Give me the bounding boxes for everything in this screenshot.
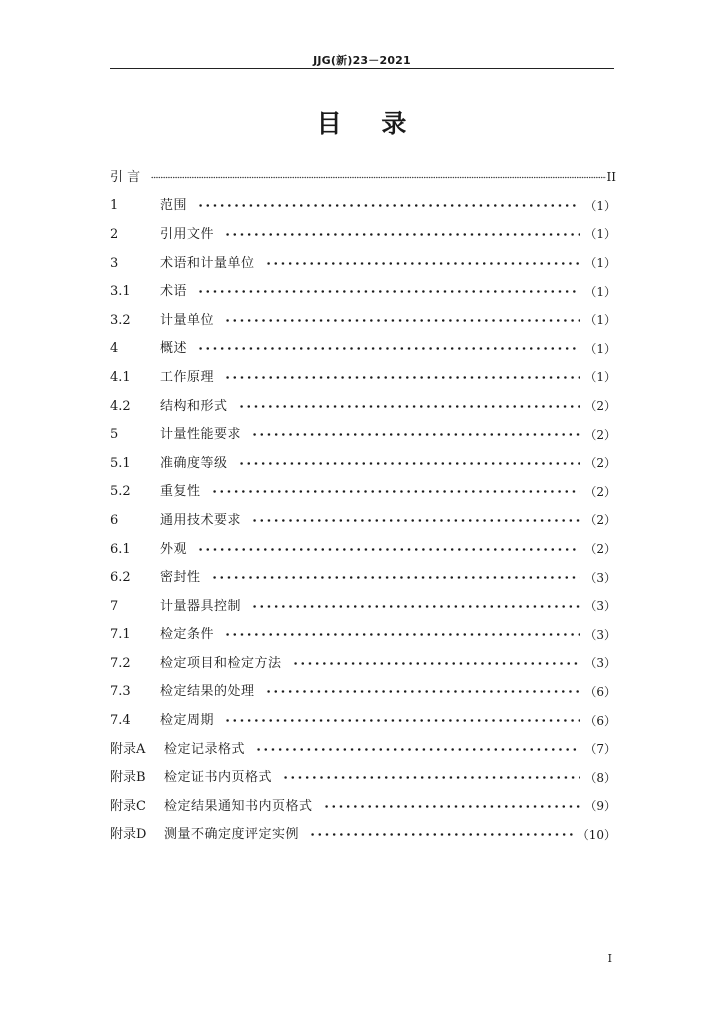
page-number: I	[607, 952, 612, 965]
toc-entry-label: 结构和形式	[160, 398, 228, 414]
toc-entry-page: （8）	[584, 770, 616, 785]
toc-entry-number: 附录D	[110, 827, 147, 843]
toc-entry-label: 术语	[160, 284, 188, 300]
toc-entry[interactable]	[110, 220, 616, 249]
toc-entry-page: （1）	[584, 370, 616, 385]
toc-entry-page: （2）	[584, 427, 616, 442]
toc-entry[interactable]	[110, 535, 616, 564]
toc-entry-number: 7.2	[110, 655, 131, 671]
page-title: 目 录	[316, 109, 408, 138]
toc-entry[interactable]	[110, 478, 616, 507]
toc-entry-label: 检定记录格式	[164, 741, 246, 757]
toc-entry-number: 5	[110, 427, 119, 443]
toc-entry-label: 计量性能要求	[160, 427, 242, 443]
toc-entry-number: 4.2	[110, 398, 131, 414]
toc-leader	[211, 571, 581, 584]
toc-entry-number: 7.4	[110, 713, 131, 729]
toc-entry-label: 检定结果通知书内页格式	[164, 798, 313, 814]
toc-entry-page: （1）	[584, 227, 616, 242]
toc-leader	[224, 228, 580, 241]
toc-entry-number: 3.2	[110, 312, 131, 328]
toc-leader	[211, 485, 581, 498]
toc-entry[interactable]	[110, 763, 616, 792]
toc-entry-page: （10）	[576, 827, 616, 842]
toc-leader	[251, 514, 580, 527]
toc-entry-number: 引 言	[110, 169, 141, 185]
toc-leader	[265, 257, 581, 270]
toc-entry[interactable]	[110, 163, 616, 192]
toc-leader	[224, 371, 580, 384]
toc-leader	[224, 314, 580, 327]
toc-entry-label: 工作原理	[160, 369, 215, 385]
toc-entry-number: 5.1	[110, 455, 131, 471]
toc-entry-number: 7.1	[110, 627, 131, 643]
toc-entry[interactable]	[110, 420, 616, 449]
toc-entry-label: 检定结果的处理	[160, 684, 255, 700]
toc-entry-page: （9）	[584, 799, 616, 814]
toc-entry-label: 检定证书内页格式	[164, 770, 273, 786]
toc-entry[interactable]	[110, 306, 616, 335]
toc-entry[interactable]	[110, 678, 616, 707]
toc-entry-page: II	[606, 170, 616, 185]
toc-entry-number: 7.3	[110, 684, 131, 700]
toc-entry-page: （1）	[584, 198, 616, 213]
toc-entry-page: （1）	[584, 284, 616, 299]
toc-leader	[282, 771, 580, 784]
toc-leader	[197, 342, 580, 355]
toc-entry[interactable]	[110, 249, 616, 278]
toc-entry[interactable]	[110, 563, 616, 592]
toc-leader	[238, 400, 581, 413]
toc-entry-page: （3）	[584, 599, 616, 614]
toc-entry[interactable]	[110, 735, 616, 764]
toc-leader	[238, 457, 581, 470]
toc-leader	[309, 828, 573, 841]
toc-entry-label: 范围	[160, 198, 188, 214]
toc-entry[interactable]	[110, 363, 616, 392]
toc-entry-number: 6.2	[110, 570, 131, 586]
toc-entry[interactable]	[110, 192, 616, 221]
toc-entry-label: 术语和计量单位	[160, 255, 255, 271]
toc-entry-page: （2）	[584, 513, 616, 528]
toc-entry-number: 附录B	[110, 770, 146, 786]
toc-leader	[251, 428, 580, 441]
toc-entry-page: （3）	[584, 570, 616, 585]
toc-leader	[197, 199, 580, 212]
toc-entry-number: 6	[110, 512, 119, 528]
toc-entry-page: （6）	[584, 684, 616, 699]
toc-entry-page: （3）	[584, 627, 616, 642]
toc-entry-label: 通用技术要求	[160, 512, 242, 528]
toc-leader	[265, 685, 581, 698]
toc-entry-page: （2）	[584, 484, 616, 499]
toc-entry[interactable]	[110, 621, 616, 650]
toc-leader	[255, 743, 580, 756]
toc-entry[interactable]	[110, 335, 616, 364]
toc-entry-number: 附录A	[110, 741, 146, 757]
toc-entry-page: （6）	[584, 713, 616, 728]
toc-entry-number: 4.1	[110, 369, 131, 385]
toc-entry-label: 计量器具控制	[160, 598, 242, 614]
toc-entry[interactable]	[110, 506, 616, 535]
toc-entry-label: 引用文件	[160, 226, 215, 242]
table-of-contents	[110, 163, 616, 849]
toc-entry-number: 2	[110, 226, 119, 242]
toc-entry-page: （2）	[584, 456, 616, 471]
toc-entry-label: 检定项目和检定方法	[160, 655, 282, 671]
toc-entry-number: 附录C	[110, 798, 146, 814]
toc-entry-number: 4	[110, 341, 119, 357]
toc-entry-label: 检定条件	[160, 627, 215, 643]
toc-leader	[197, 543, 580, 556]
toc-entry-label: 重复性	[160, 484, 201, 500]
toc-entry-label: 测量不确定度评定实例	[164, 827, 300, 843]
toc-entry[interactable]	[110, 706, 616, 735]
header-divider	[110, 68, 614, 69]
toc-entry[interactable]	[110, 792, 616, 821]
toc-entry-label: 计量单位	[160, 312, 215, 328]
document-code-header: JJG(新)23－2021	[313, 54, 411, 67]
toc-entry-label: 密封性	[160, 570, 201, 586]
toc-leader	[323, 800, 581, 813]
toc-entry-page: （1）	[584, 256, 616, 271]
toc-entry-page: （1）	[584, 341, 616, 356]
toc-entry[interactable]	[110, 592, 616, 621]
toc-entry-number: 3	[110, 255, 119, 271]
toc-entry-label: 检定周期	[160, 713, 215, 729]
toc-entry-page: （3）	[584, 656, 616, 671]
toc-leader	[224, 628, 580, 641]
toc-entry[interactable]	[110, 821, 616, 850]
toc-entry-page: （1）	[584, 313, 616, 328]
toc-leader	[197, 285, 580, 298]
toc-entry-page: （2）	[584, 542, 616, 557]
toc-entry-number: 3.1	[110, 284, 131, 300]
toc-entry-page: （2）	[584, 399, 616, 414]
toc-entry-label: 外观	[160, 541, 188, 557]
toc-leader	[224, 714, 580, 727]
toc-entry-number: 6.1	[110, 541, 131, 557]
toc-leader	[151, 171, 606, 184]
toc-entry[interactable]	[110, 277, 616, 306]
toc-entry[interactable]	[110, 649, 616, 678]
toc-entry[interactable]	[110, 392, 616, 421]
toc-leader	[292, 657, 581, 670]
toc-entry-label: 概述	[160, 341, 188, 357]
toc-entry-page: （7）	[584, 742, 616, 757]
toc-entry-number: 5.2	[110, 484, 131, 500]
toc-leader	[251, 600, 580, 613]
toc-entry-label: 准确度等级	[160, 455, 228, 471]
toc-entry[interactable]	[110, 449, 616, 478]
toc-entry-number: 7	[110, 598, 119, 614]
toc-entry-number: 1	[110, 198, 119, 214]
